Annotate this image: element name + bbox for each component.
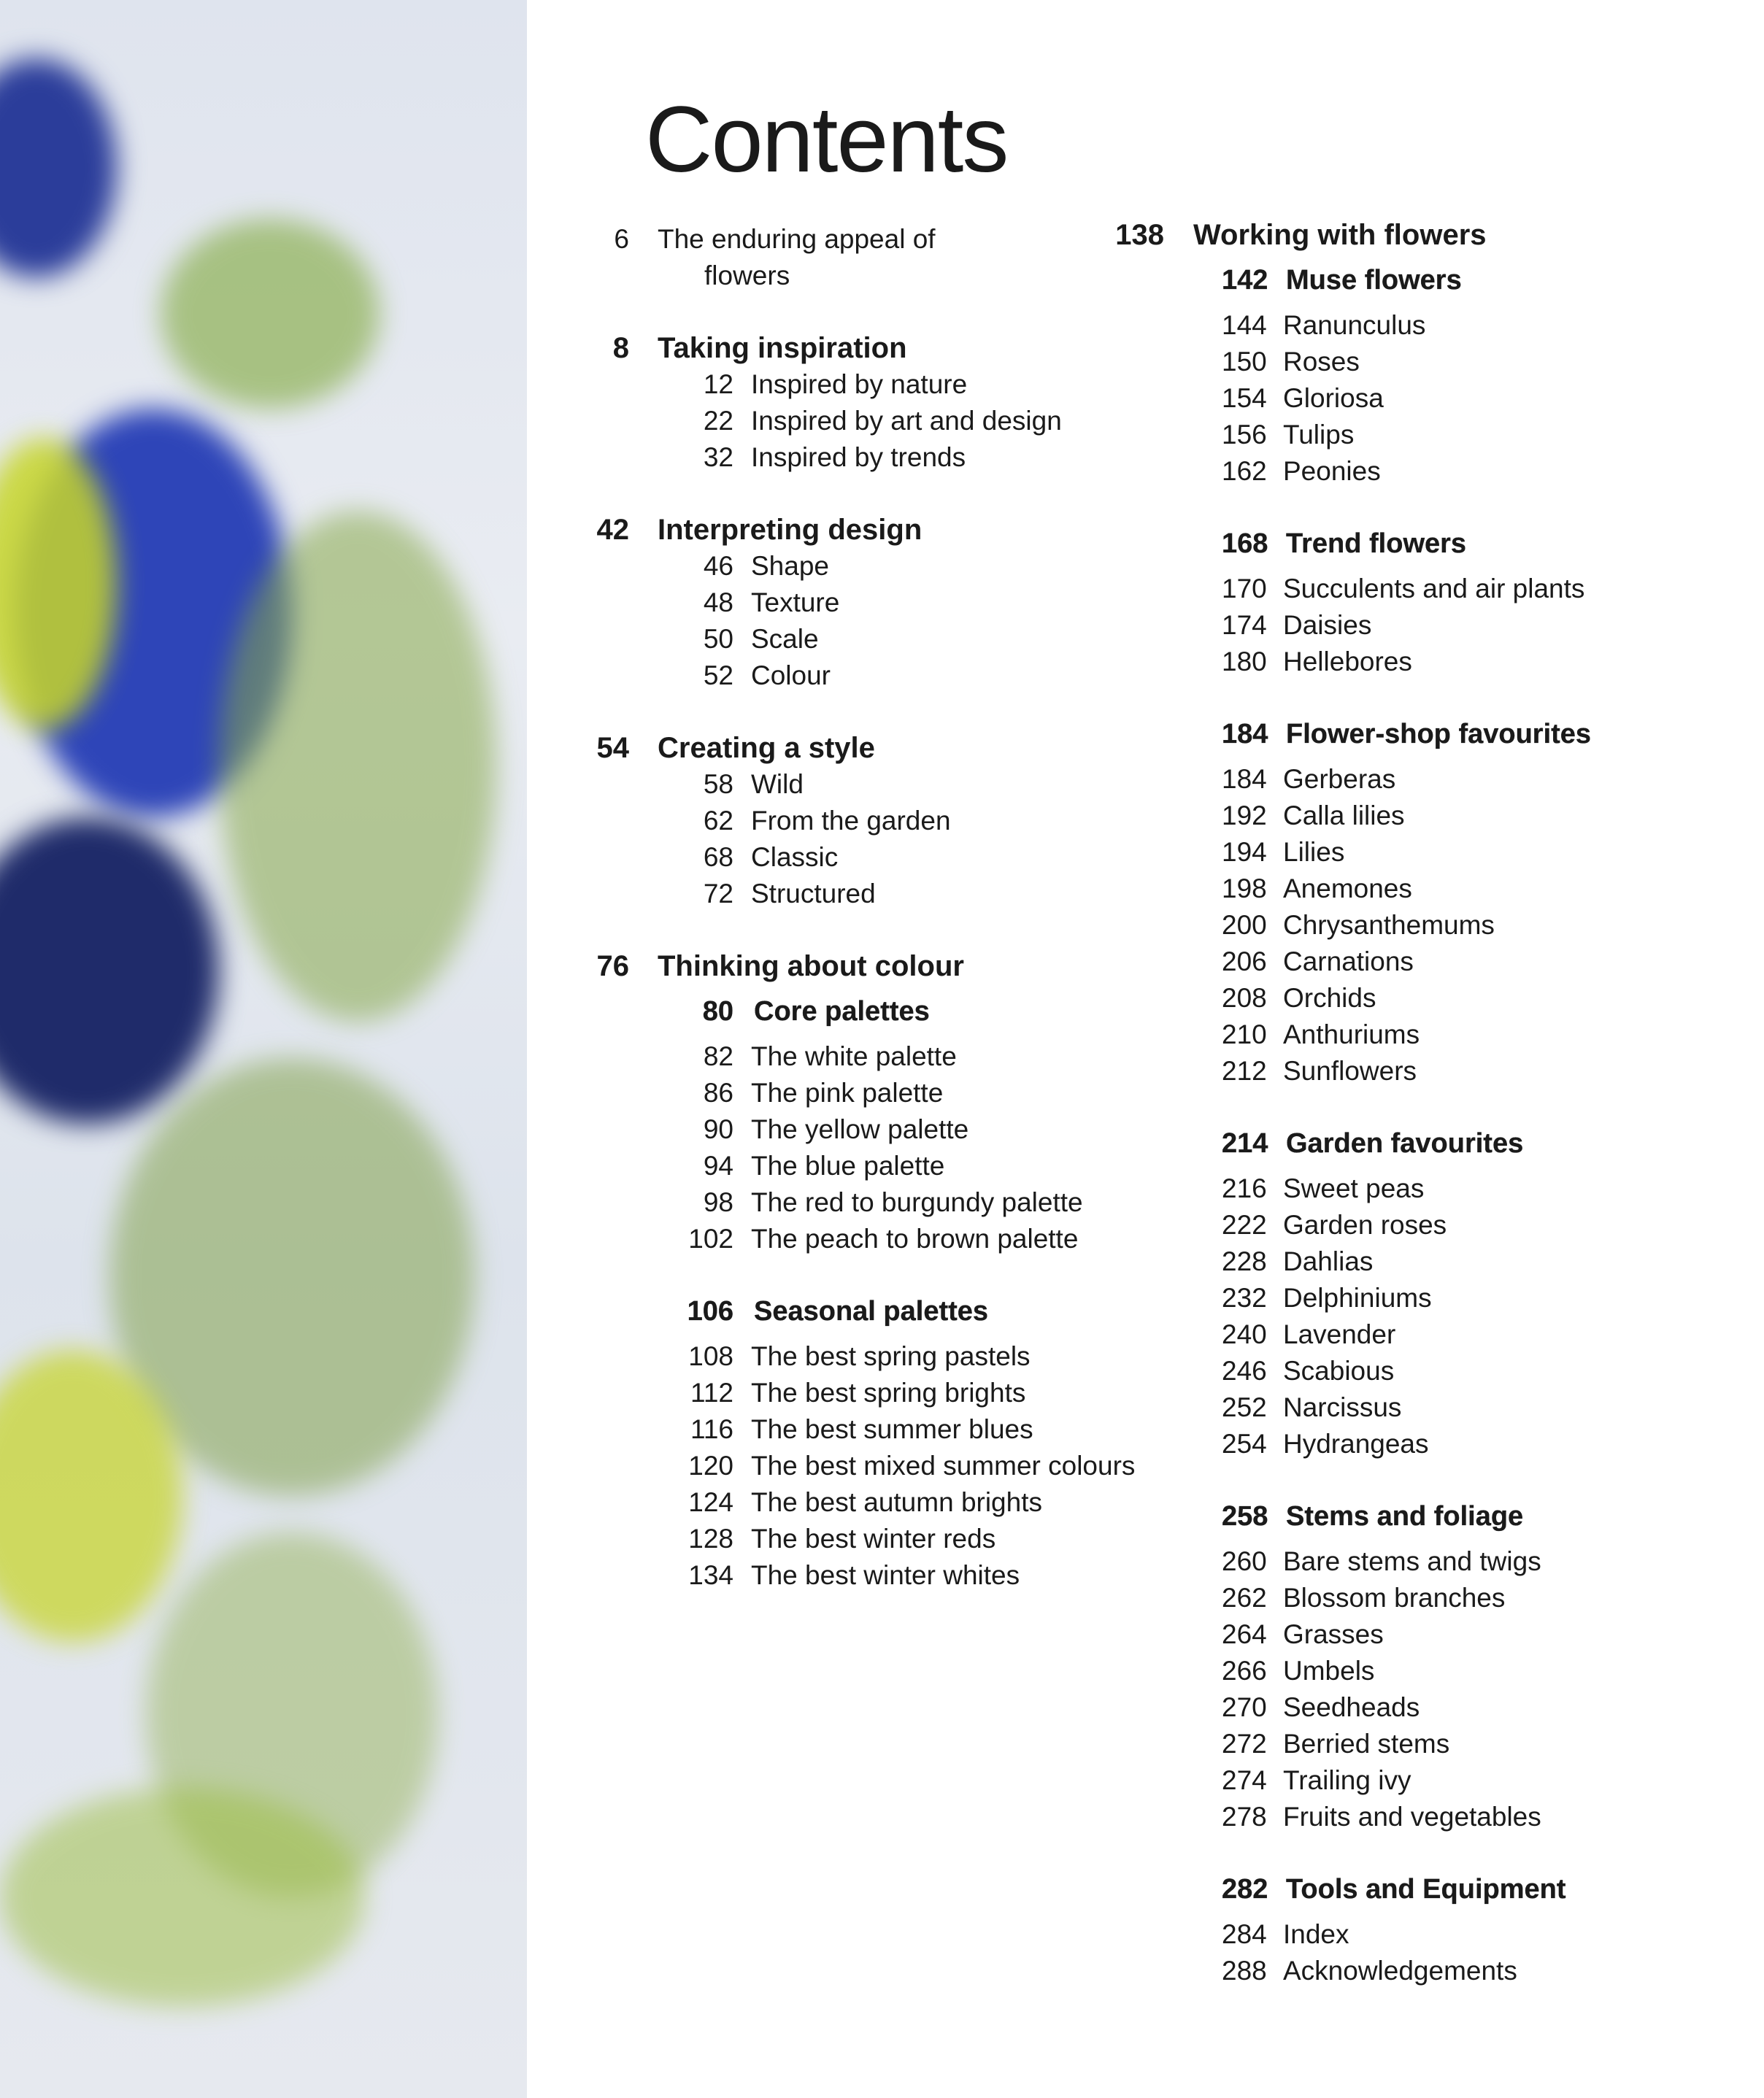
page-number: 112 bbox=[690, 1378, 733, 1408]
toc-entry-item bbox=[1095, 798, 1679, 834]
toc-entry-section bbox=[1095, 253, 1679, 307]
page-number: 162 bbox=[1222, 456, 1267, 486]
entry-title: Bare stems and twigs bbox=[1283, 1546, 1541, 1576]
entry-title: The white palette bbox=[751, 1041, 957, 1071]
entry-title: The best autumn brights bbox=[751, 1487, 1042, 1517]
toc-entry-section bbox=[1095, 517, 1679, 571]
contents-right-column bbox=[1095, 217, 1679, 1989]
page-number: 142 bbox=[1222, 265, 1268, 296]
entry-title: Grasses bbox=[1283, 1619, 1384, 1649]
toc-entry-section bbox=[1095, 1489, 1679, 1543]
page-number: 58 bbox=[703, 769, 733, 799]
page-number: 240 bbox=[1222, 1319, 1267, 1349]
entry-title: Wild bbox=[751, 769, 804, 799]
page-number: 278 bbox=[1222, 1802, 1267, 1832]
entry-title: The best winter whites bbox=[751, 1560, 1020, 1590]
toc-entry-item bbox=[1095, 1580, 1679, 1616]
entry-title: The best summer blues bbox=[751, 1414, 1033, 1444]
entry-title: Fruits and vegetables bbox=[1283, 1802, 1541, 1832]
entry-title: Structured bbox=[751, 879, 876, 909]
entry-title: Anemones bbox=[1283, 873, 1412, 903]
entry-title: Thinking about colour bbox=[658, 950, 964, 982]
entry-title: The best winter reds bbox=[751, 1524, 996, 1554]
toc-entry-section bbox=[1095, 707, 1679, 761]
entry-title: Peonies bbox=[1283, 456, 1381, 486]
entry-title: From the garden bbox=[751, 806, 951, 836]
entry-title: Gloriosa bbox=[1283, 383, 1384, 413]
toc-entry-item bbox=[1095, 1353, 1679, 1389]
entry-title: Index bbox=[1283, 1919, 1349, 1949]
page-number: 246 bbox=[1222, 1356, 1267, 1386]
toc-entry-item bbox=[1095, 1916, 1679, 1953]
toc-entry-item bbox=[1095, 1389, 1679, 1426]
page-number: 264 bbox=[1222, 1619, 1267, 1649]
entry-title: Shape bbox=[751, 551, 829, 581]
page-title: Contents bbox=[645, 88, 1008, 192]
toc-entry-item bbox=[1095, 1316, 1679, 1353]
page-number: 50 bbox=[703, 624, 733, 654]
page-number: 52 bbox=[703, 660, 733, 690]
entry-title: Delphiniums bbox=[1283, 1283, 1432, 1313]
entry-title: Berried stems bbox=[1283, 1729, 1450, 1759]
page-number: 216 bbox=[1222, 1173, 1267, 1203]
toc-entry-item bbox=[1095, 1243, 1679, 1280]
page-number: 210 bbox=[1222, 1019, 1267, 1049]
page-number: 282 bbox=[1222, 1874, 1268, 1905]
page-number: 252 bbox=[1222, 1392, 1267, 1422]
entry-title: Seasonal palettes bbox=[754, 1296, 989, 1327]
page-number: 154 bbox=[1222, 383, 1267, 413]
entry-title: Muse flowers bbox=[1286, 265, 1462, 296]
toc-entry-item bbox=[1095, 1616, 1679, 1653]
page-number: 174 bbox=[1222, 610, 1267, 640]
entry-title: Sunflowers bbox=[1283, 1056, 1417, 1086]
entry-title: Flower-shop favourites bbox=[1286, 719, 1592, 749]
toc-entry-item bbox=[1095, 571, 1679, 607]
page-number: 94 bbox=[703, 1151, 733, 1181]
entry-title: Lilies bbox=[1283, 837, 1345, 867]
entry-title: Sweet peas bbox=[1283, 1173, 1425, 1203]
entry-title: Narcissus bbox=[1283, 1392, 1402, 1422]
page-number: 208 bbox=[1222, 983, 1267, 1013]
page-number: 254 bbox=[1222, 1429, 1267, 1459]
entry-title: Ranunculus bbox=[1283, 310, 1426, 340]
entry-title: The enduring appeal of flowers bbox=[658, 224, 936, 290]
entry-title: Classic bbox=[751, 842, 839, 872]
entry-title: Garden roses bbox=[1283, 1210, 1447, 1240]
page-number: 284 bbox=[1222, 1919, 1267, 1949]
toc-entry-item bbox=[1095, 307, 1679, 344]
entry-title: Colour bbox=[751, 660, 831, 690]
toc-entry-item bbox=[1095, 1207, 1679, 1243]
page-number: 198 bbox=[1222, 873, 1267, 903]
page-number: 98 bbox=[703, 1187, 733, 1217]
entry-title: Calla lilies bbox=[1283, 801, 1405, 830]
toc-entry-item bbox=[1095, 1171, 1679, 1207]
toc-entry-item bbox=[1095, 1426, 1679, 1462]
toc-entry-item bbox=[1095, 1689, 1679, 1726]
page-number: 102 bbox=[688, 1224, 733, 1254]
entry-title: Inspired by nature bbox=[751, 369, 968, 399]
page-number: 90 bbox=[703, 1114, 733, 1144]
page-number: 262 bbox=[1222, 1583, 1267, 1613]
entry-title: Working with flowers bbox=[1193, 219, 1487, 251]
page-number: 128 bbox=[688, 1524, 733, 1554]
toc-entry-item bbox=[1095, 871, 1679, 907]
entry-title: Dahlias bbox=[1283, 1246, 1374, 1276]
toc-entry-section bbox=[1095, 1862, 1679, 1916]
toc-entry-item bbox=[1095, 417, 1679, 453]
entry-title: The best mixed summer colours bbox=[751, 1451, 1136, 1481]
entry-title: Daisies bbox=[1283, 610, 1372, 640]
entry-title: Interpreting design bbox=[658, 514, 923, 546]
page-number: 180 bbox=[1222, 647, 1267, 676]
page-number: 46 bbox=[703, 551, 733, 581]
page-number: 116 bbox=[690, 1414, 733, 1444]
entry-title: The best spring brights bbox=[751, 1378, 1026, 1408]
entry-title: Tools and Equipment bbox=[1286, 1874, 1566, 1905]
page-number: 12 bbox=[703, 369, 733, 399]
toc-entry-item bbox=[1095, 1280, 1679, 1316]
toc-entry-item bbox=[1095, 1762, 1679, 1799]
flower-photo bbox=[0, 0, 527, 2098]
page-number: 108 bbox=[688, 1341, 733, 1371]
page-number: 120 bbox=[688, 1451, 733, 1481]
page-number: 6 bbox=[614, 224, 629, 254]
page-number: 168 bbox=[1222, 528, 1268, 559]
toc-entry-section bbox=[1095, 1117, 1679, 1171]
toc-entry-item bbox=[1095, 907, 1679, 944]
page-number: 222 bbox=[1222, 1210, 1267, 1240]
entry-title: The pink palette bbox=[751, 1078, 944, 1108]
entry-title: Garden favourites bbox=[1286, 1128, 1524, 1159]
entry-title: The best spring pastels bbox=[751, 1341, 1031, 1371]
entry-title: The red to burgundy palette bbox=[751, 1187, 1083, 1217]
entry-title: Core palettes bbox=[754, 996, 930, 1027]
entry-title: The yellow palette bbox=[751, 1114, 969, 1144]
toc-entry-item bbox=[1095, 1799, 1679, 1835]
page-number: 200 bbox=[1222, 910, 1267, 940]
page-number: 62 bbox=[703, 806, 733, 836]
page-number: 68 bbox=[703, 842, 733, 872]
page-number: 32 bbox=[703, 442, 733, 472]
toc-entry-part bbox=[1095, 217, 1679, 253]
page-number: 194 bbox=[1222, 837, 1267, 867]
entry-title: Scabious bbox=[1283, 1356, 1395, 1386]
entry-title: The peach to brown palette bbox=[751, 1224, 1079, 1254]
page-number: 270 bbox=[1222, 1692, 1267, 1722]
page-number: 150 bbox=[1222, 347, 1267, 377]
page-number: 82 bbox=[703, 1041, 733, 1071]
entry-title: Carnations bbox=[1283, 946, 1414, 976]
toc-entry-item bbox=[1095, 607, 1679, 644]
toc-entry-item bbox=[1095, 380, 1679, 417]
page-number: 22 bbox=[703, 406, 733, 436]
toc-entry-item bbox=[1095, 1053, 1679, 1090]
entry-title: Chrysanthemums bbox=[1283, 910, 1495, 940]
page-number: 206 bbox=[1222, 946, 1267, 976]
entry-title: Hydrangeas bbox=[1283, 1429, 1429, 1459]
toc-entry-item bbox=[1095, 1653, 1679, 1689]
page-number: 80 bbox=[702, 996, 733, 1027]
entry-title: Orchids bbox=[1283, 983, 1376, 1013]
entry-title: Inspired by trends bbox=[751, 442, 966, 472]
page-number: 134 bbox=[688, 1560, 733, 1590]
page-number: 258 bbox=[1222, 1501, 1268, 1532]
page-number: 42 bbox=[596, 514, 629, 546]
entry-title: Seedheads bbox=[1283, 1692, 1420, 1722]
page-number: 192 bbox=[1222, 801, 1267, 830]
toc-entry-item bbox=[1095, 1017, 1679, 1053]
entry-title: Roses bbox=[1283, 347, 1360, 377]
page-number: 288 bbox=[1222, 1956, 1267, 1986]
entry-title: Trend flowers bbox=[1286, 528, 1467, 559]
entry-title: Scale bbox=[751, 624, 819, 654]
page-number: 8 bbox=[612, 332, 629, 364]
entry-title: Hellebores bbox=[1283, 647, 1412, 676]
toc-entry-item bbox=[1095, 1726, 1679, 1762]
page-number: 144 bbox=[1222, 310, 1267, 340]
page-number: 266 bbox=[1222, 1656, 1267, 1686]
entry-title: Trailing ivy bbox=[1283, 1765, 1411, 1795]
page-number: 170 bbox=[1222, 574, 1267, 603]
toc-entry-item bbox=[1095, 344, 1679, 380]
page-number: 72 bbox=[703, 879, 733, 909]
toc-entry-item bbox=[1095, 834, 1679, 871]
entry-title: Taking inspiration bbox=[658, 332, 907, 364]
entry-title: Gerberas bbox=[1283, 764, 1396, 794]
page-number: 184 bbox=[1222, 764, 1267, 794]
entry-title: The blue palette bbox=[751, 1151, 945, 1181]
page-number: 156 bbox=[1222, 420, 1267, 450]
entry-title: Stems and foliage bbox=[1286, 1501, 1524, 1532]
page-number: 212 bbox=[1222, 1056, 1267, 1086]
page-number: 86 bbox=[703, 1078, 733, 1108]
entry-title: Succulents and air plants bbox=[1283, 574, 1585, 603]
entry-title: Blossom branches bbox=[1283, 1583, 1506, 1613]
page-number: 184 bbox=[1222, 719, 1268, 749]
page-number: 54 bbox=[596, 732, 629, 764]
page-number: 232 bbox=[1222, 1283, 1267, 1313]
toc-entry-item bbox=[1095, 980, 1679, 1017]
entry-title: Acknowledgements bbox=[1283, 1956, 1517, 1986]
page-number: 48 bbox=[703, 587, 733, 617]
entry-title: Anthuriums bbox=[1283, 1019, 1420, 1049]
entry-title: Creating a style bbox=[658, 732, 875, 764]
toc-entry-item bbox=[1095, 944, 1679, 980]
page-number: 274 bbox=[1222, 1765, 1267, 1795]
entry-title: Tulips bbox=[1283, 420, 1355, 450]
toc-entry-item bbox=[1095, 1953, 1679, 1989]
page-number: 76 bbox=[596, 950, 629, 982]
page-number: 106 bbox=[687, 1296, 733, 1327]
page-number: 138 bbox=[1115, 219, 1164, 251]
entry-title: Lavender bbox=[1283, 1319, 1396, 1349]
page-number: 260 bbox=[1222, 1546, 1267, 1576]
toc-entry-item bbox=[1095, 1543, 1679, 1580]
page-number: 124 bbox=[688, 1487, 733, 1517]
toc-entry-item bbox=[1095, 644, 1679, 680]
toc-entry-item bbox=[1095, 453, 1679, 490]
page-number: 214 bbox=[1222, 1128, 1268, 1159]
entry-title: Texture bbox=[751, 587, 840, 617]
entry-title: Umbels bbox=[1283, 1656, 1375, 1686]
page-number: 228 bbox=[1222, 1246, 1267, 1276]
toc-entry-item bbox=[1095, 761, 1679, 798]
entry-title: Inspired by art and design bbox=[751, 406, 1062, 436]
page-number: 272 bbox=[1222, 1729, 1267, 1759]
